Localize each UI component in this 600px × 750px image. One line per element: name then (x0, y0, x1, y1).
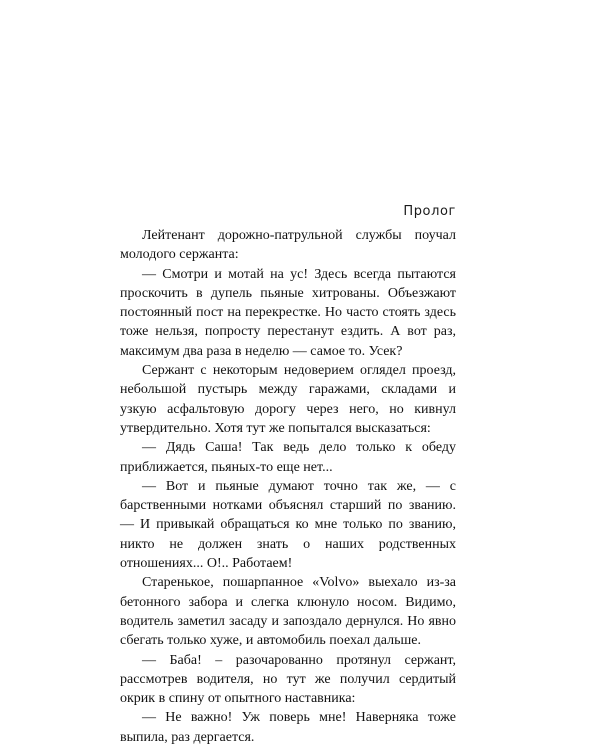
chapter-body (120, 226, 456, 747)
paragraph: Лейтенант дорожно-патрульной службы поучал молодого сержанта: (120, 228, 456, 263)
paragraph: — Не важно! Уж поверь мне! Наверняка тоже выпила, раз дергается. (120, 710, 456, 745)
paragraph: Сержант с некоторым недоверием оглядел проезд, небольшой пустырь между гаражами, складами и узкую асфальтовую дорогу через него, но кивнул утвердительно. Хотя тут же попытался высказаться: (120, 363, 456, 436)
paragraph: — Дядь Саша! Так ведь дело только к обеду приближается, пьяных-то еще нет... (120, 440, 456, 475)
paragraph: — Смотри и мотай на ус! Здесь всегда пытаются проскочить в дупель пьяные хитрованы. Объезжают постоянный пост на перекрестке. Но часто стоять здесь тоже нельзя, попросту перестанут ездить. А вот раз, максимум два раза в неделю — самое то. Усек? (120, 266, 456, 359)
paragraph: — Вот и пьяные думают точно так же, — с барственными нотками объяснял старший по званию. — И привыкай обращаться ко мне только по званию, никто не должен знать о наших родственных отношениях... О!.. Работаем! (120, 478, 456, 572)
paragraph: Старенькое, пошарпанное «Volvo» выехало из-за бетонного забора и слегка клюнуло носом. Видимо, водитель заметил засаду и запоздало дернулся. Но явно сбегать только хуже, и автомобиль поехал дальше. (120, 575, 456, 649)
paragraph: — Баба! – разочарованно протянул сержант, рассмотрев водителя, но тут же получил сердитый окрик в спину от опытного наставника: (120, 652, 456, 707)
chapter-heading: Пролог (403, 204, 456, 219)
